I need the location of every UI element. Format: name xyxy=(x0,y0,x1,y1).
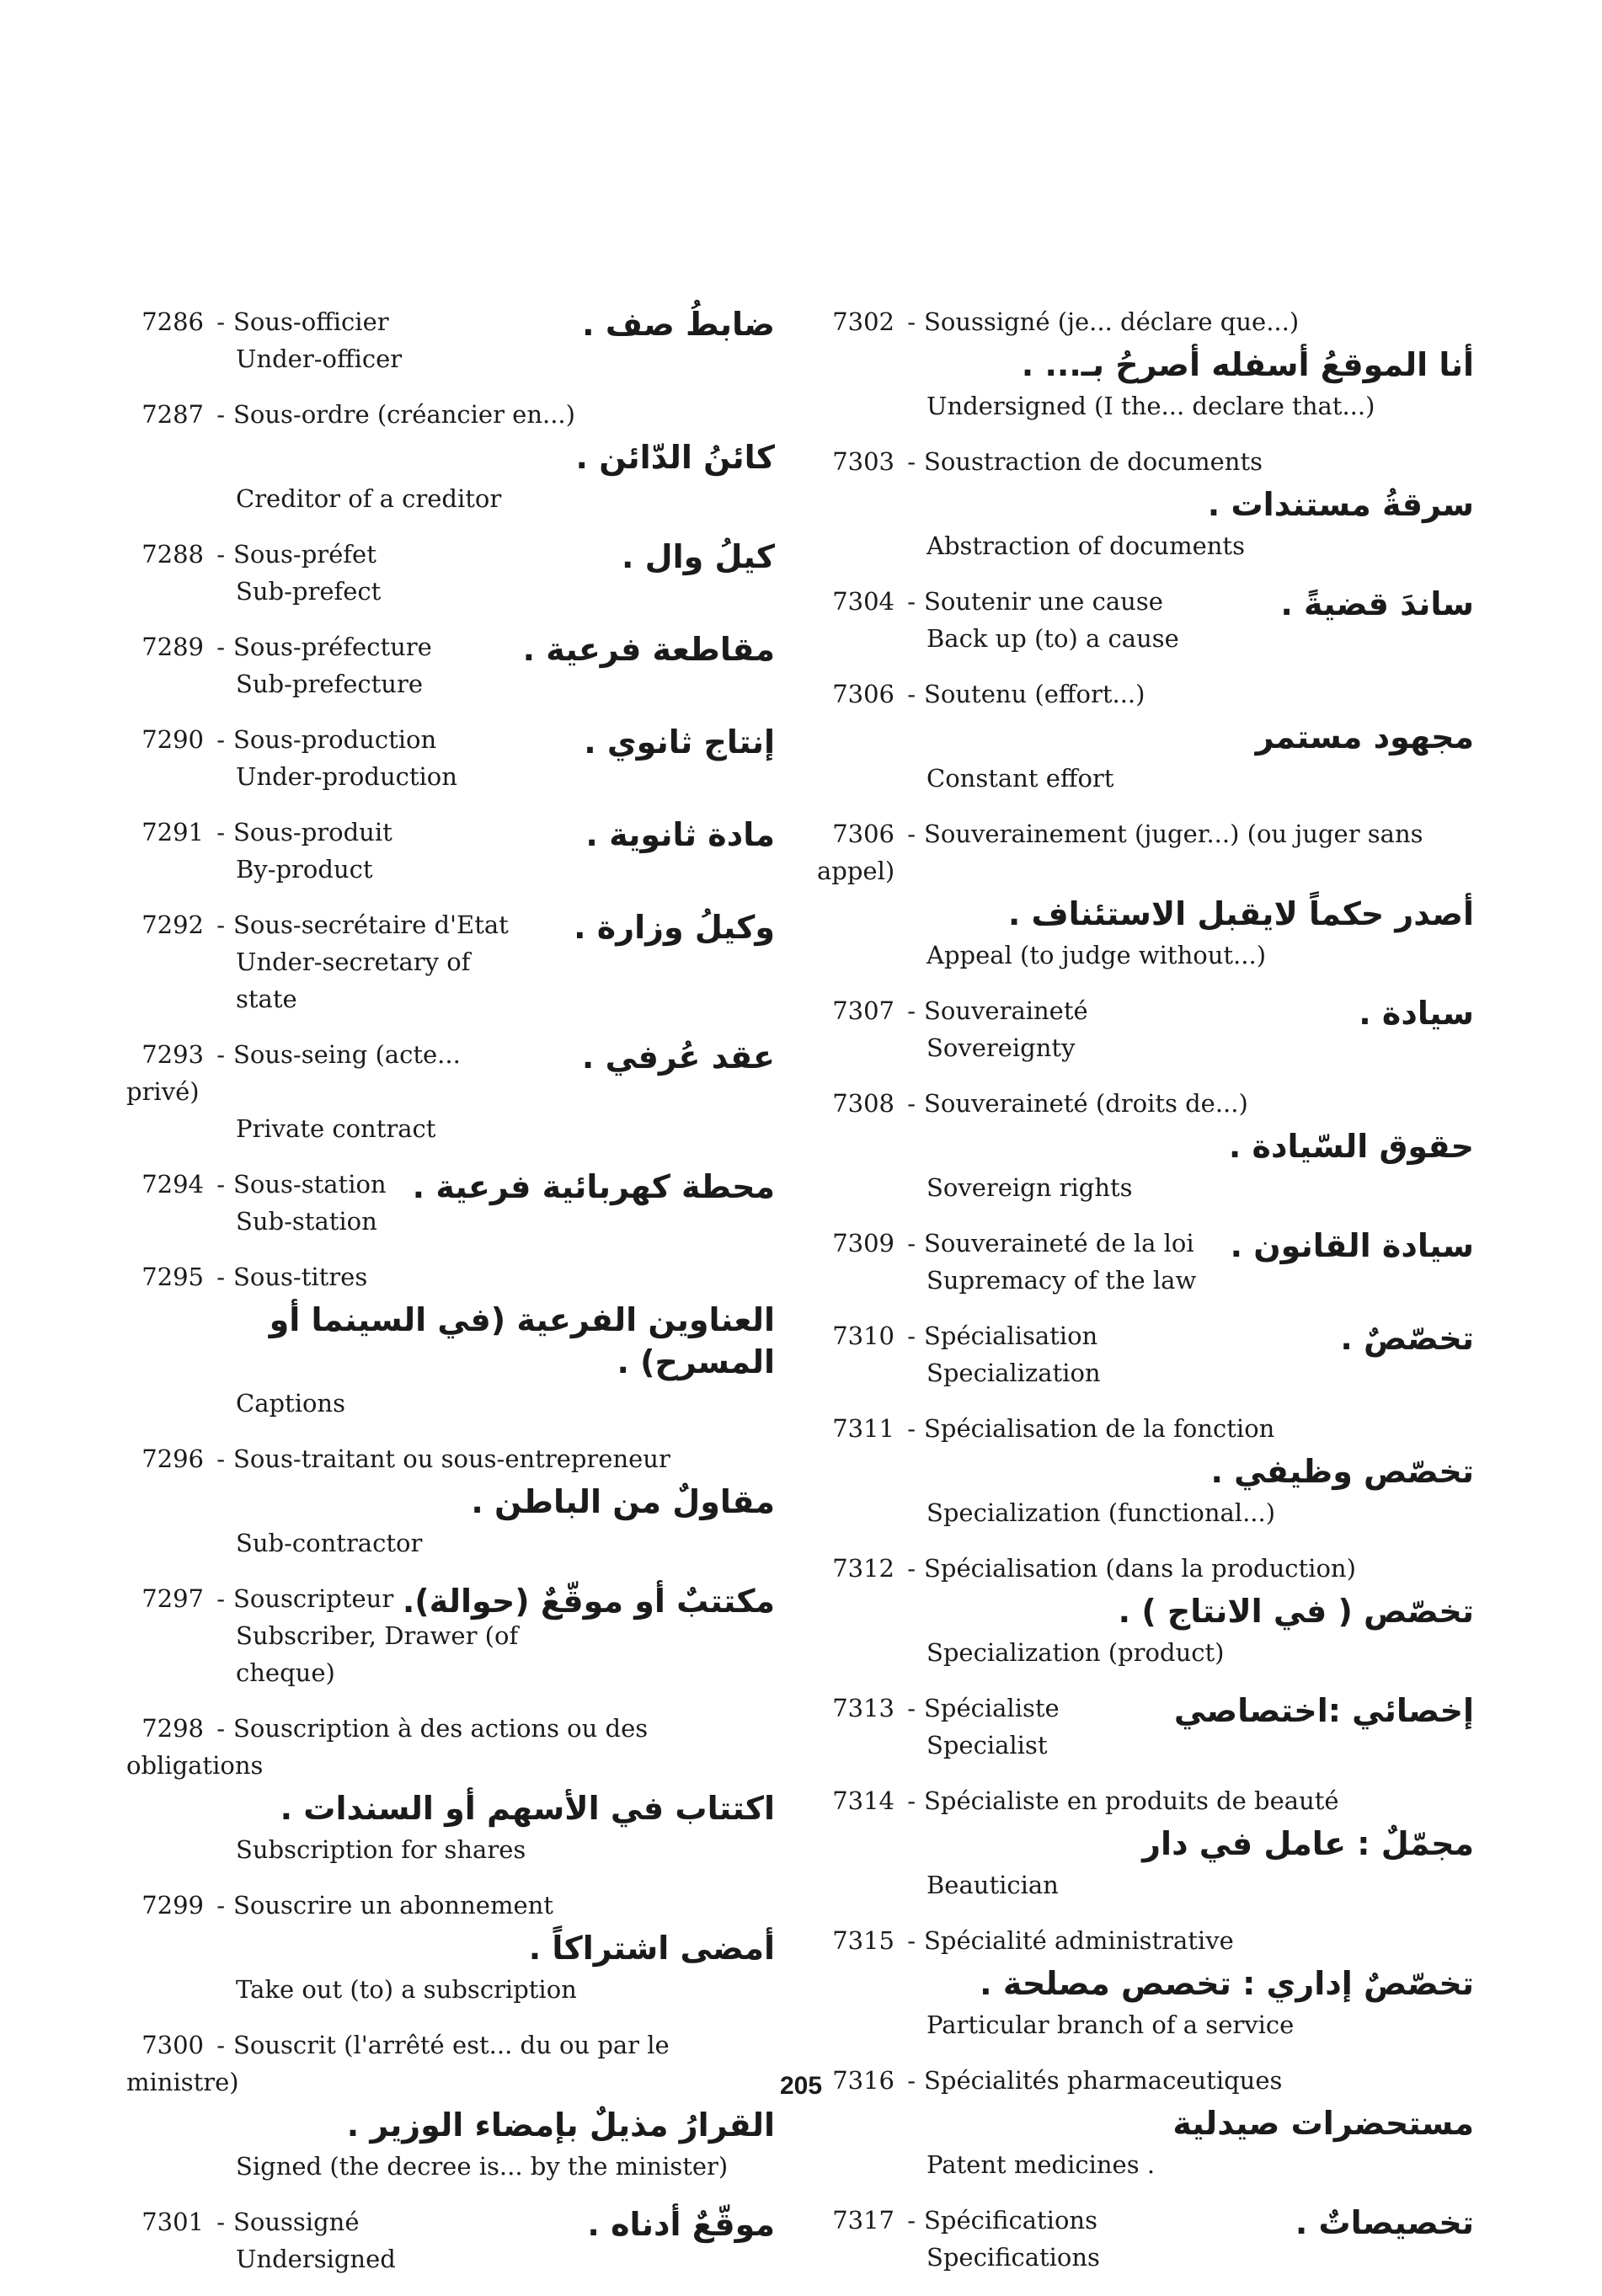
english-term: Patent medicines . xyxy=(926,2150,1156,2179)
english-term: Private contract xyxy=(236,1114,436,1143)
arabic-term: كيلُ وال . xyxy=(621,538,775,575)
dictionary-entry xyxy=(817,1225,1474,1299)
dictionary-entry xyxy=(817,1085,1474,1206)
dictionary-entry xyxy=(126,396,775,517)
entry-number: 7298 xyxy=(142,1714,204,1743)
french-term: Souscrit (l'arrêté est... du ou par le ministre) xyxy=(126,2031,670,2096)
english-term: Sub-prefecture xyxy=(236,670,423,698)
dictionary-entry xyxy=(126,1580,775,1691)
dictionary-entry xyxy=(817,2202,1474,2276)
arabic-term: مجمّلٌ : عامل في دار xyxy=(1142,1825,1474,1862)
entry-number: 7308 xyxy=(832,1089,894,1118)
entry-separator: - xyxy=(900,2206,916,2235)
english-term: Sub-prefect xyxy=(236,577,382,606)
dictionary-entry xyxy=(817,1317,1474,1391)
arabic-term: مقاطعة فرعية . xyxy=(522,631,775,668)
french-term: Souscrire un abonnement xyxy=(233,1891,553,1920)
entry-number: 7287 xyxy=(142,400,204,429)
entry-header xyxy=(126,1440,775,1477)
entry-number: 7286 xyxy=(142,307,204,336)
entry-number: 7315 xyxy=(832,1926,894,1955)
dictionary-entry xyxy=(817,303,1474,424)
entry-number: 7307 xyxy=(832,996,894,1025)
french-term: Souscripteur xyxy=(233,1584,394,1613)
english-term: Specialist xyxy=(926,1731,1048,1759)
entry-separator: - xyxy=(209,818,226,846)
dictionary-entry xyxy=(817,1410,1474,1531)
arabic-term: مقاولٌ من الباطن . xyxy=(471,1483,775,1520)
dictionary-entry xyxy=(126,2026,775,2185)
entry-number: 7310 xyxy=(832,1322,894,1350)
english-term: Take out (to) a subscription xyxy=(236,1975,577,2004)
arabic-term: أنا الموقعُ أسفله أصرحُ بـ... . xyxy=(1021,346,1474,383)
arabic-term: ساندَ قضيةً . xyxy=(1280,585,1474,622)
entry-number: 7312 xyxy=(832,1554,894,1583)
entry-header xyxy=(817,1782,1474,1819)
dictionary-entry xyxy=(817,992,1474,1066)
entry-number: 7311 xyxy=(832,1414,894,1443)
entry-header xyxy=(126,1887,775,1924)
arabic-term: مستحضرات صيدلية xyxy=(1172,2105,1474,2142)
dictionary-entry xyxy=(126,1258,775,1422)
french-term: Sous-traitant ou sous-entrepreneur xyxy=(233,1444,670,1473)
entry-separator: - xyxy=(209,1263,226,1291)
english-term: Captions xyxy=(236,1389,345,1418)
dictionary-entry xyxy=(126,1036,775,1147)
entry-separator: - xyxy=(900,1926,916,1955)
english-term: Specialization (functional...) xyxy=(926,1498,1276,1527)
french-term: Spécifications xyxy=(924,2206,1097,2235)
french-term: Sous-seing (acte... privé) xyxy=(126,1040,461,1106)
dictionary-entry xyxy=(126,1887,775,2008)
entry-number: 7301 xyxy=(142,2208,204,2236)
dictionary-entry xyxy=(126,628,775,702)
page-number: 205 xyxy=(779,2072,823,2100)
english-term: Creditor of a creditor xyxy=(236,484,502,513)
entry-number: 7295 xyxy=(142,1263,204,1291)
entry-separator: - xyxy=(900,996,916,1025)
french-term: Spécialités pharmaceutiques xyxy=(924,2066,1283,2095)
arabic-term: تخصّص ( في الانتاج ) . xyxy=(1118,1593,1474,1630)
entry-number: 7306 xyxy=(832,680,894,708)
entry-separator: - xyxy=(900,1322,916,1350)
french-term: Sous-préfet xyxy=(233,540,376,569)
french-term: Sous-préfecture xyxy=(233,633,432,661)
french-term: Spécialisation (dans la production) xyxy=(924,1554,1356,1583)
dictionary-entry xyxy=(817,675,1474,797)
entry-number: 7290 xyxy=(142,725,204,754)
dictionary-entry xyxy=(817,1782,1474,1904)
dictionary-entry xyxy=(817,443,1474,564)
english-term: Under-officer xyxy=(236,344,403,373)
entry-separator: - xyxy=(900,820,916,848)
english-term: Sub-station xyxy=(236,1207,377,1236)
french-term: Sous-produit xyxy=(233,818,392,846)
arabic-term: مادة ثانوية . xyxy=(585,816,775,853)
french-term: Sous-production xyxy=(233,725,437,754)
english-term: Abstraction of documents xyxy=(926,531,1245,560)
english-term: Subscription for shares xyxy=(236,1835,526,1864)
english-term: Sovereign rights xyxy=(926,1173,1133,1202)
arabic-term: وكيلُ وزارة . xyxy=(574,909,775,946)
entry-separator: - xyxy=(900,1414,916,1443)
entry-number: 7289 xyxy=(142,633,204,661)
arabic-term: تخصيصاتٌ . xyxy=(1295,2204,1474,2241)
french-term: Soutenu (effort...) xyxy=(924,680,1145,708)
entry-separator: - xyxy=(209,540,226,569)
french-term: Sous-station xyxy=(233,1170,387,1199)
entry-header xyxy=(817,1922,1474,1959)
entry-header xyxy=(817,815,1474,889)
entry-number: 7302 xyxy=(832,307,894,336)
arabic-term: سيادة . xyxy=(1359,995,1474,1032)
arabic-term: مجهود مستمر xyxy=(1255,718,1474,756)
arabic-term: محطة كهربائية فرعية . xyxy=(412,1168,775,1205)
arabic-term: سرقةُ مستندات . xyxy=(1207,486,1474,523)
entry-header xyxy=(817,443,1474,480)
dictionary-entry xyxy=(817,1922,1474,2043)
entry-number: 7293 xyxy=(142,1040,204,1069)
entry-separator: - xyxy=(209,633,226,661)
english-term: Specialization (product) xyxy=(926,1638,1225,1667)
french-term: Sous-secrétaire d'Etat xyxy=(233,910,509,939)
arabic-term: تخصّصٌ إداري : تخصص مصلحة . xyxy=(980,1965,1474,2002)
arabic-term: القرارُ مذيلٌ بإمضاء الوزير . xyxy=(346,2106,775,2144)
entry-separator: - xyxy=(209,1444,226,1473)
entry-separator: - xyxy=(209,307,226,336)
french-term: Soussigné (je... déclare que...) xyxy=(924,307,1300,336)
english-term: Particular branch of a service xyxy=(926,2010,1295,2039)
entry-number: 7294 xyxy=(142,1170,204,1199)
entry-separator: - xyxy=(900,1229,916,1257)
english-term: Specialization xyxy=(926,1359,1101,1387)
french-term: Souveraineté (droits de...) xyxy=(924,1089,1248,1118)
entry-separator: - xyxy=(209,1170,226,1199)
entry-separator: - xyxy=(900,587,916,616)
dictionary-entry xyxy=(126,1166,775,1240)
entry-separator: - xyxy=(900,1694,916,1722)
entry-header xyxy=(126,1710,775,1784)
french-term: Spécialisation xyxy=(924,1322,1098,1350)
entry-separator: - xyxy=(209,400,226,429)
dictionary-entry xyxy=(126,1440,775,1562)
french-term: Spécialiste xyxy=(924,1694,1060,1722)
dictionary-entry xyxy=(126,2203,775,2277)
entry-header xyxy=(817,1410,1474,1447)
entry-separator: - xyxy=(900,680,916,708)
entry-number: 7313 xyxy=(832,1694,894,1722)
dictionary-entry xyxy=(817,583,1474,657)
entry-separator: - xyxy=(209,1714,226,1743)
english-term: Sub-contractor xyxy=(236,1529,423,1557)
french-term: Spécialiste en produits de beauté xyxy=(924,1786,1339,1815)
french-term: Sous-titres xyxy=(233,1263,368,1291)
entry-separator: - xyxy=(209,725,226,754)
entry-header xyxy=(126,396,775,433)
dictionary-entry xyxy=(126,906,775,1017)
entry-number: 7303 xyxy=(832,447,894,476)
french-term: Soussigné xyxy=(233,2208,360,2236)
entry-header xyxy=(817,1550,1474,1587)
dictionary-entry xyxy=(126,536,775,610)
entry-separator: - xyxy=(209,910,226,939)
arabic-term: أمضى اشتراكاً . xyxy=(528,1930,775,1967)
arabic-term: العناوين الفرعية (في السينما أو المسرح) . xyxy=(269,1301,775,1380)
entry-header xyxy=(126,1258,775,1295)
right-column xyxy=(817,303,1474,2294)
entry-number: 7300 xyxy=(142,2031,204,2059)
entry-number: 7317 xyxy=(832,2206,894,2235)
french-term: Spécialisation de la fonction xyxy=(924,1414,1275,1443)
arabic-term: موقّعٌ أدناه . xyxy=(587,2206,775,2243)
entry-number: 7296 xyxy=(142,1444,204,1473)
english-term: Undersigned (I the... declare that...) xyxy=(926,392,1375,420)
entry-separator: - xyxy=(900,2066,916,2095)
arabic-term: عقد عُرفي . xyxy=(581,1039,775,1076)
english-term: By-product xyxy=(236,855,373,884)
french-term: Souveraineté xyxy=(924,996,1088,1025)
arabic-term: مكتتبٌ أو موقّعٌ (حوالة). xyxy=(402,1583,775,1620)
entry-separator: - xyxy=(900,447,916,476)
arabic-term: أصدر حكماً لايقبل الاستئناف . xyxy=(1007,895,1474,932)
entry-separator: - xyxy=(209,2031,226,2059)
english-term: Back up (to) a cause xyxy=(926,624,1179,653)
entry-number: 7309 xyxy=(832,1229,894,1257)
dictionary-entry xyxy=(817,815,1474,974)
french-term: Soustraction de documents xyxy=(924,447,1263,476)
english-term: Specifications xyxy=(926,2243,1100,2272)
entry-separator: - xyxy=(209,1891,226,1920)
entry-number: 7304 xyxy=(832,587,894,616)
arabic-term: ضابطُ صف . xyxy=(582,306,775,343)
arabic-term: كائنُ الدّائن . xyxy=(575,439,775,476)
french-term: Sous-ordre (créancier en...) xyxy=(233,400,575,429)
arabic-term: إخصائي :اختصاصي xyxy=(1173,1692,1474,1729)
french-term: Sous-officier xyxy=(233,307,389,336)
entry-separator: - xyxy=(209,1584,226,1613)
english-term: Sovereignty xyxy=(926,1033,1076,1062)
entry-number: 7316 xyxy=(832,2066,894,2095)
left-column xyxy=(126,303,775,2296)
entry-separator: - xyxy=(900,1554,916,1583)
french-term: Souverainement (juger...) (ou juger sans appel) xyxy=(817,820,1423,885)
english-term: Signed (the decree is... by the minister) xyxy=(236,2152,729,2181)
entry-number: 7292 xyxy=(142,910,204,939)
entry-separator: - xyxy=(900,307,916,336)
french-term: Soutenir une cause xyxy=(924,587,1163,616)
french-term: Souscription à des actions ou des obligations xyxy=(126,1714,649,1780)
arabic-term: حقوق السّيادة . xyxy=(1228,1128,1474,1165)
entry-number: 7306 xyxy=(832,820,894,848)
entry-separator: - xyxy=(209,2208,226,2236)
english-term: Under-production xyxy=(236,762,457,791)
arabic-term: اكتتاب في الأسهم أو السندات . xyxy=(280,1790,775,1827)
entry-header xyxy=(817,1085,1474,1122)
french-term: Spécialité administrative xyxy=(924,1926,1234,1955)
arabic-term: تخصّصٌ . xyxy=(1340,1320,1474,1357)
english-term: Appeal (to judge without...) xyxy=(926,941,1267,969)
dictionary-entry xyxy=(126,721,775,795)
english-term: Supremacy of the law xyxy=(926,1266,1197,1295)
entry-number: 7288 xyxy=(142,540,204,569)
french-term: Souveraineté de la loi xyxy=(924,1229,1194,1257)
dictionary-entry xyxy=(817,1550,1474,1671)
arabic-term: سيادة القانون . xyxy=(1230,1227,1474,1264)
entry-separator: - xyxy=(900,1089,916,1118)
english-term: Beautician xyxy=(926,1871,1059,1899)
entry-header xyxy=(817,303,1474,340)
dictionary-entry xyxy=(126,1710,775,1868)
english-term: Undersigned xyxy=(236,2245,396,2273)
entry-number: 7299 xyxy=(142,1891,204,1920)
entry-number: 7291 xyxy=(142,818,204,846)
dictionary-entry xyxy=(126,303,775,377)
arabic-term: إنتاج ثانوي . xyxy=(584,724,775,761)
entry-separator: - xyxy=(209,1040,226,1069)
entry-number: 7297 xyxy=(142,1584,204,1613)
english-term: Under-secretary of state xyxy=(236,948,471,1013)
arabic-term: تخصّص وظيفي . xyxy=(1210,1453,1474,1490)
entry-number: 7314 xyxy=(832,1786,894,1815)
entry-separator: - xyxy=(900,1786,916,1815)
entry-header xyxy=(817,675,1474,713)
english-term: Constant effort xyxy=(926,764,1114,793)
dictionary-entry xyxy=(126,814,775,888)
english-term: Subscriber, Drawer (of cheque) xyxy=(236,1621,519,1687)
dictionary-entry xyxy=(817,1690,1474,1764)
